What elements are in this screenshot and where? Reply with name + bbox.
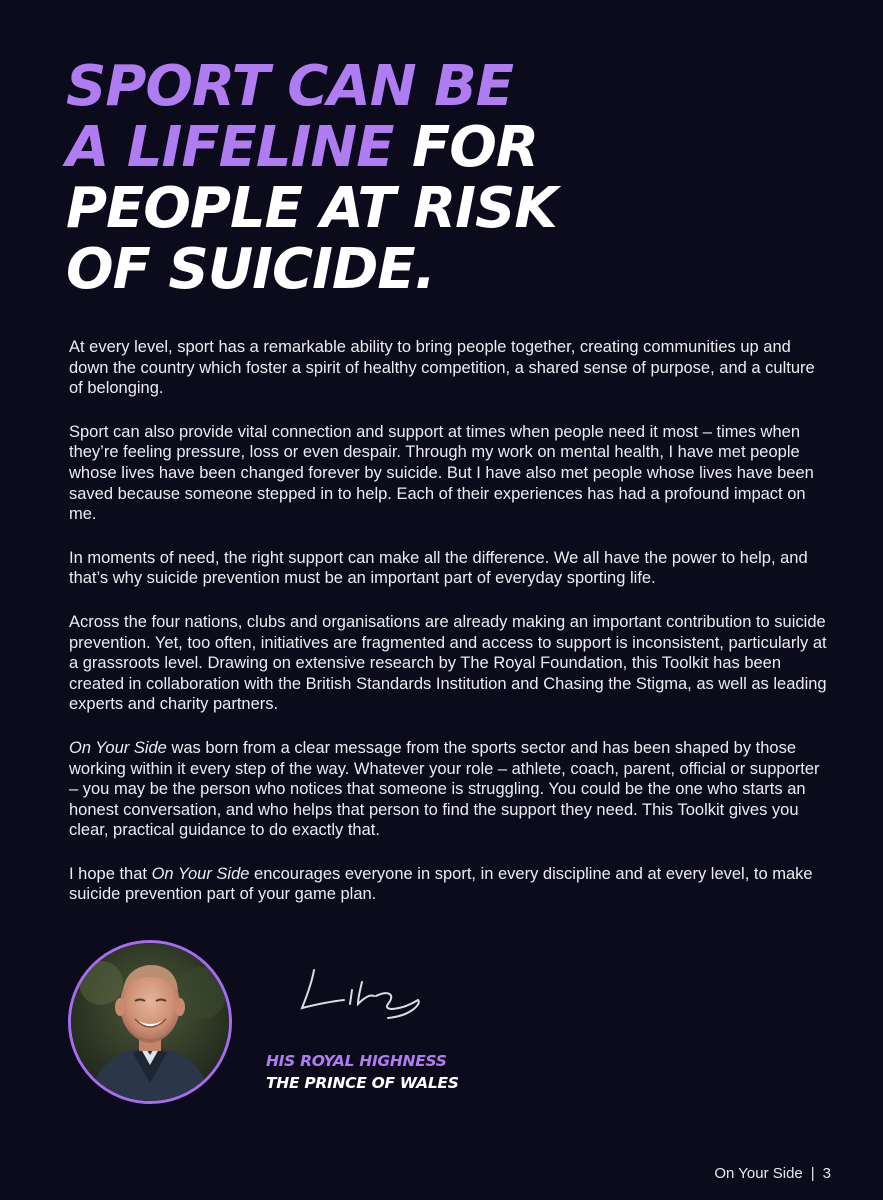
footer-title: On Your Side — [714, 1165, 803, 1182]
body-text — [69, 337, 829, 928]
signatory-portrait — [68, 940, 232, 1104]
portrait-image — [71, 943, 229, 1101]
paragraph-3: In moments of need, the right support can make all the difference. We all have the power to help, and that’s why suicide prevention must be an important part of everyday sporting life. — [69, 548, 808, 588]
paragraph-2: Sport can also provide vital connection and support at times when people need it most – times when they’re feeling pressure, loss or even despair. Through my work on mental health, I have met people whose lives have been changed forever by suicide. But I have also met people whose lives have been saved because someone stepped in to help. Each of their experiences has had a profound impact on me. — [69, 422, 814, 524]
paragraph-1: At every level, sport has a remarkable ability to bring people together, creating communities up and down the country which foster a spirit of healthy competition, a shared sense of purpose, and a culture of belonging. — [69, 338, 815, 398]
paragraph-6 — [69, 864, 829, 905]
footer-separator: | — [810, 1165, 815, 1182]
signatory-name: THE PRINCE OF WALES — [266, 1074, 459, 1092]
headline-line-2-highlight: A LIFELINE — [66, 115, 394, 180]
paragraph-6-start: I hope that — [69, 864, 152, 883]
signature — [292, 960, 442, 1030]
page-footer — [714, 1165, 831, 1182]
headline-line-4: OF SUICIDE. — [66, 237, 435, 302]
paragraph-5-title: On Your Side — [69, 738, 167, 757]
paragraph-5-text: was born from a clear message from the sports sector and has been shaped by those working within it every step of the way. Whatever your role – athlete, coach, parent, official or supporter – you may be the person who notices that someone is struggling. You could be the one who starts an honest conversation, and who helps that person to find the support they need. This Toolkit gives you clear, practical guidance to do exactly that. — [69, 738, 820, 840]
paragraph-6-title: On Your Side — [151, 864, 250, 883]
page-headline — [66, 56, 686, 300]
headline-line-2-rest: FOR — [393, 115, 538, 180]
signatory-title: HIS ROYAL HIGHNESS — [266, 1052, 447, 1070]
paragraph-6-text: encourages everyone in sport, in every discipline and at every level, to make suicide prevention part of your game plan. — [69, 864, 813, 904]
page-number: 3 — [822, 1165, 831, 1182]
paragraph-4: Across the four nations, clubs and organisations are already making an important contribution to suicide prevention. Yet, too often, initiatives are fragmented and access to support is inconsistent, particularly at a grassroots level. Drawing on extensive research by The Royal Foundation, this Toolkit has been created in collaboration with the British Standards Institution and Chasing the Stigma, as well as leading experts and charity partners. — [69, 612, 827, 714]
headline-line-3: PEOPLE AT RISK — [66, 176, 557, 241]
paragraph-5 — [69, 738, 829, 841]
headline-line-1: SPORT CAN BE — [66, 54, 514, 119]
